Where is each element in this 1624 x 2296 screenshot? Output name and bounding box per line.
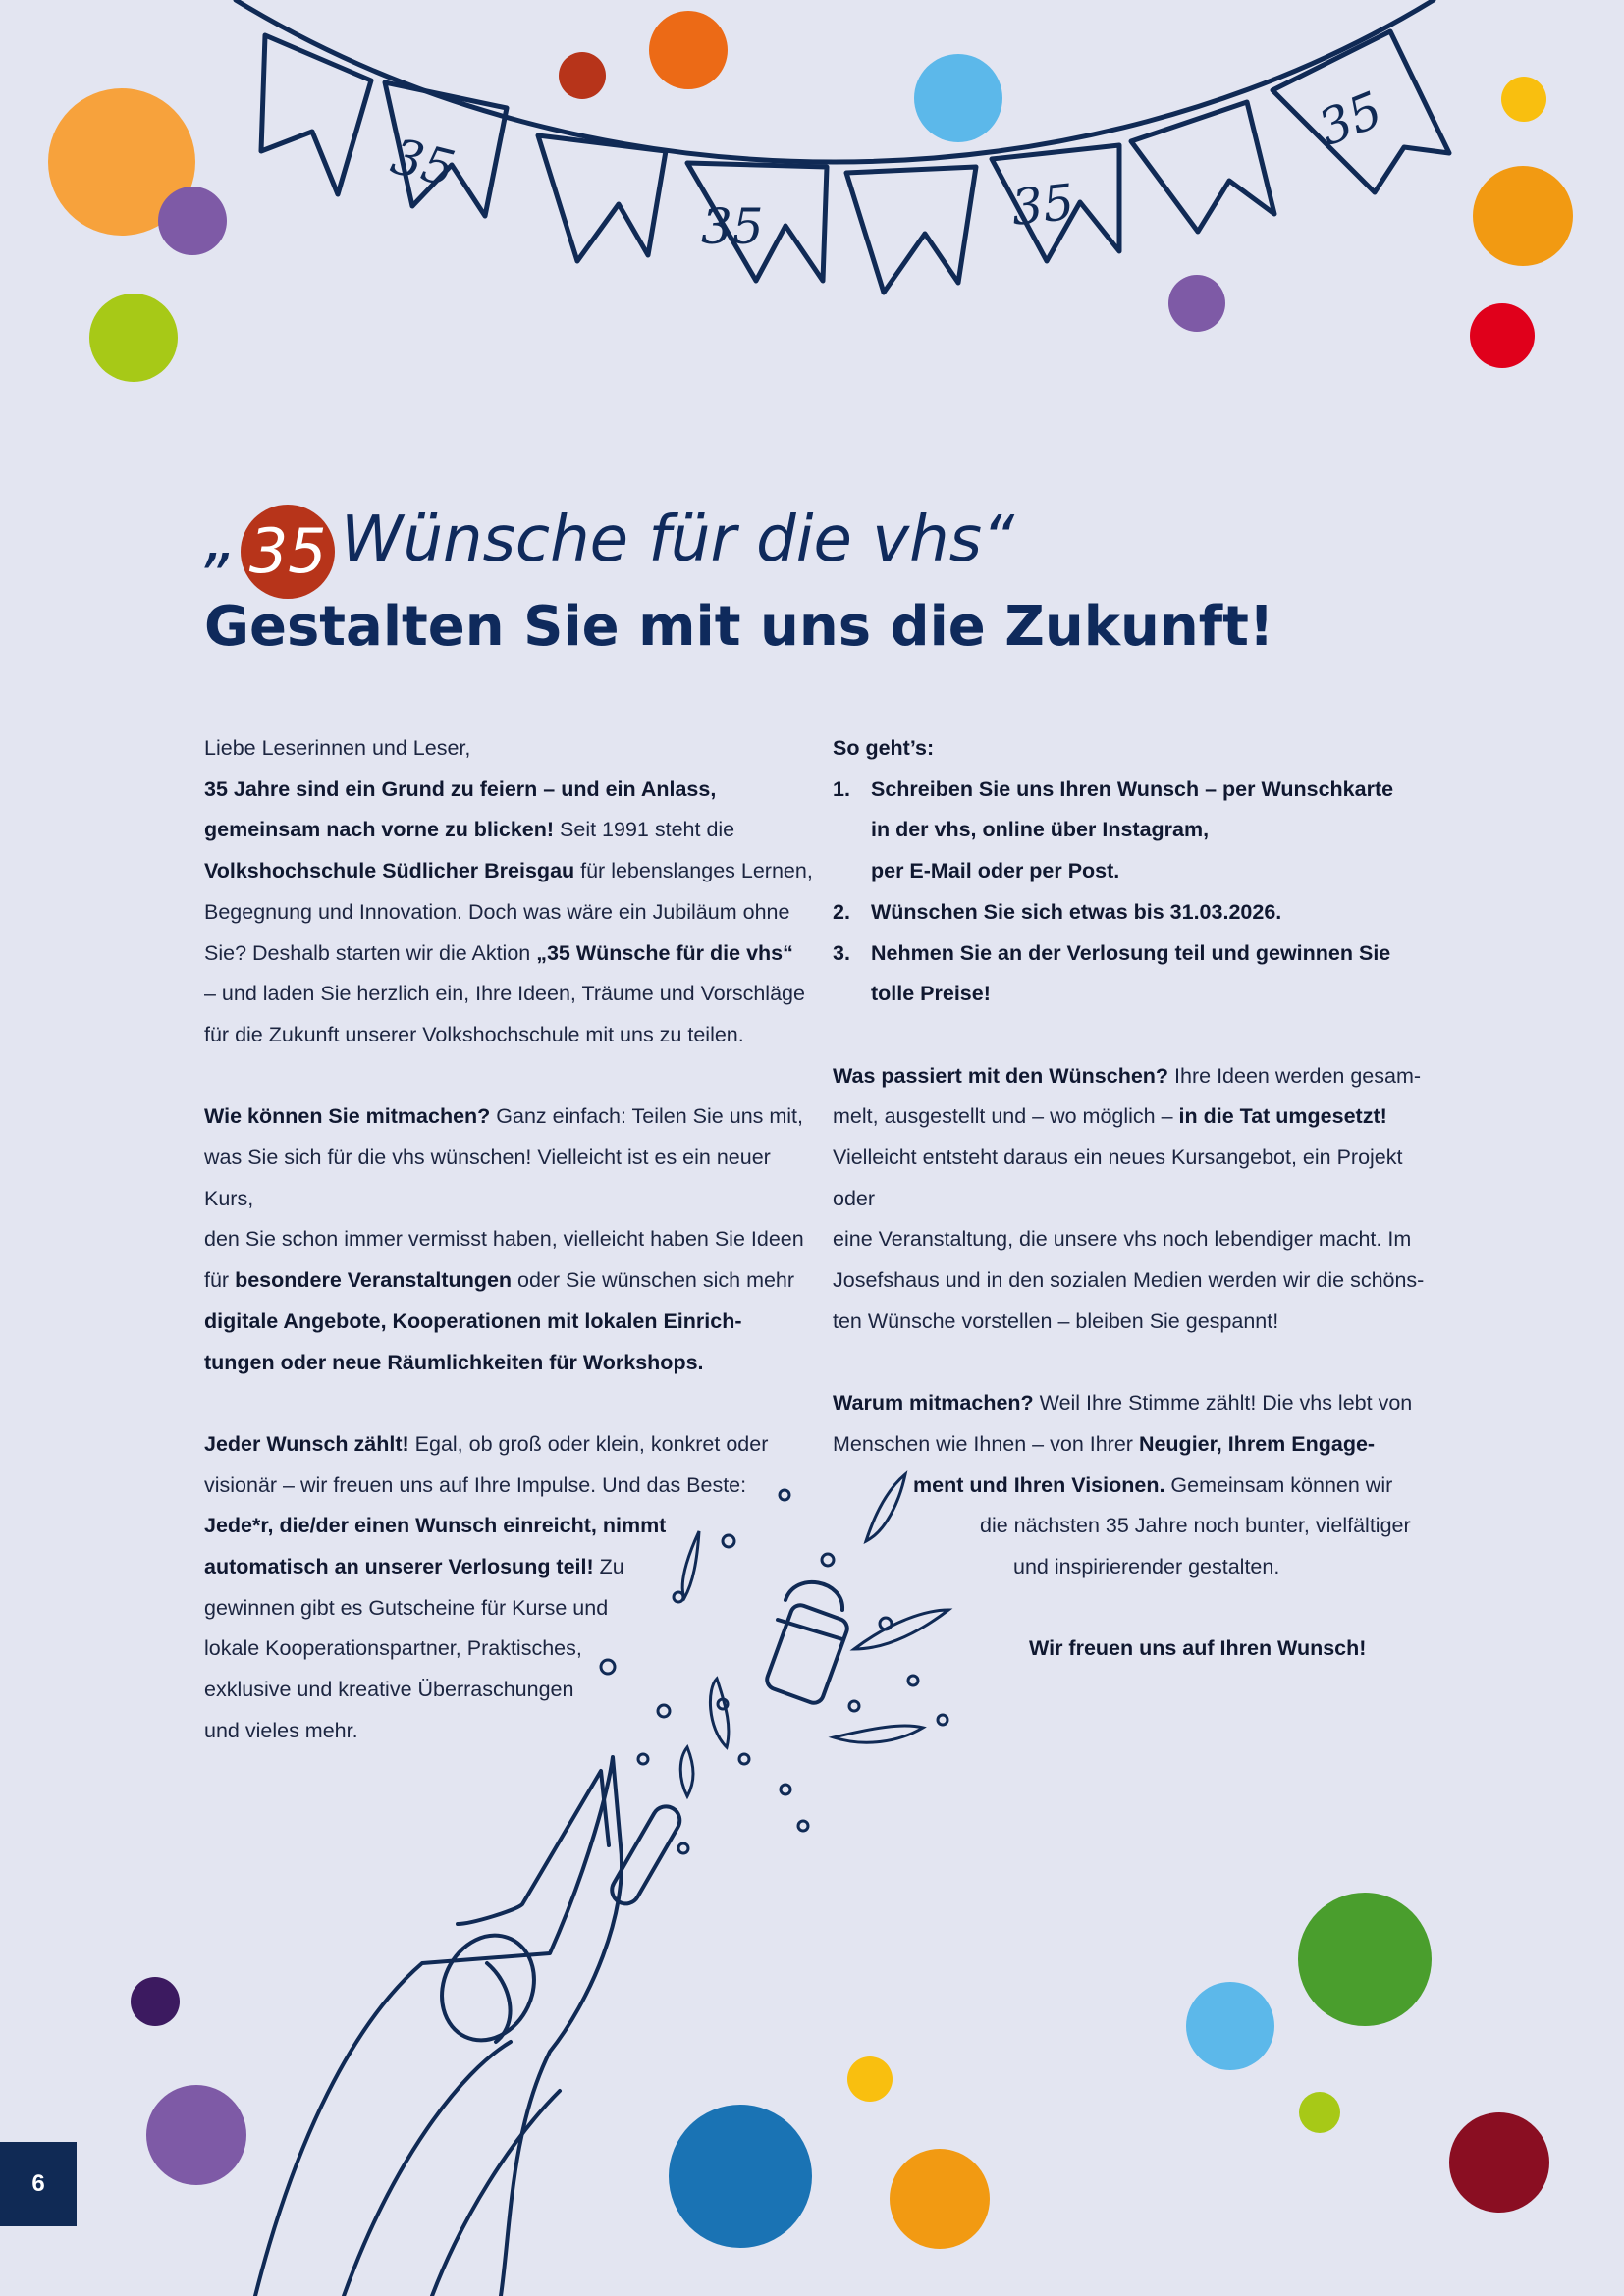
steps-list (833, 770, 1441, 1015)
left-column (204, 728, 813, 1752)
bunting-number: 35 (1311, 80, 1390, 158)
title-text: Wünsche für die vhs“ (341, 504, 1015, 576)
step-number: 2. (833, 899, 850, 924)
page-number: 6 (0, 2142, 77, 2226)
body-text: die nächsten 35 Jahre noch bunter, vielfältiger (980, 1514, 1411, 1538)
confetti-dot (1168, 275, 1225, 332)
body-text: und inspirierender gestalten. (1013, 1555, 1280, 1579)
confetti-dot (1470, 303, 1535, 368)
body-text: für (204, 1268, 236, 1293)
bunting-number: 35 (1008, 173, 1077, 237)
step-text: Wünschen Sie sich etwas bis 31.03.2026. (871, 899, 1282, 924)
bunting-number: 35 (701, 198, 764, 255)
confetti-dot (146, 2085, 246, 2185)
confetti-dot (1298, 1893, 1432, 2026)
body-text: Ganz einfach: Teilen Sie uns mit, (490, 1104, 804, 1129)
title-line-1 (204, 491, 1014, 599)
step-number: 1. (833, 776, 850, 801)
why-join-heading: Warum mitmachen? (833, 1391, 1034, 1415)
body-text: Egal, ob groß oder klein, konkret oder (408, 1431, 769, 1456)
what-happens-heading: Was passiert mit den Wünschen? (833, 1063, 1169, 1088)
body-text: gewinnen gibt es Gutscheine für Kurse und (204, 1595, 609, 1620)
body-text: exklusive und kreative Überraschungen (204, 1678, 574, 1702)
how-it-works-heading: So geht’s: (833, 736, 935, 760)
body-text: Gemeinsam können wir (1164, 1472, 1393, 1497)
intro-text: für lebenslanges Lernen, (574, 859, 813, 883)
step-text: in der vhs, online über Instagram, (871, 818, 1210, 842)
anniversary-badge: 35 (241, 505, 335, 599)
step-text: per E-Mail oder per Post. (871, 859, 1120, 883)
title-line-2: Gestalten Sie mit uns die Zukunft! (204, 595, 1274, 659)
confetti-dot (1186, 1982, 1274, 2070)
confetti-dot (847, 2056, 893, 2102)
step-text: tolle Preise! (871, 982, 991, 1006)
confetti-dot (1299, 2092, 1340, 2133)
intro-emphasis: gemeinsam nach vorne zu blicken! (204, 818, 555, 842)
confetti-dot (1473, 166, 1573, 266)
body-text: den Sie schon immer vermisst haben, vielleicht haben Sie Ideen (204, 1227, 804, 1252)
confetti-dot (914, 54, 1002, 142)
step-text: Nehmen Sie an der Verlosung teil und gewinnen Sie (871, 940, 1391, 965)
raffle-emphasis: Jede*r, die/der einen Wunsch einreicht, nimmt (204, 1514, 667, 1538)
confetti-dot (1449, 2112, 1549, 2213)
body-text: Vielleicht entsteht daraus ein neues Kursangebot, ein Projekt oder (833, 1146, 1403, 1210)
body-emphasis: ment und Ihren Visionen. (913, 1472, 1165, 1497)
body-text: Zu (593, 1555, 624, 1579)
confetti-dot (649, 11, 728, 89)
confetti-dot (158, 187, 227, 255)
body-text: Josefshaus und in den sozialen Medien werden wir die schöns- (833, 1268, 1425, 1293)
confetti-dot (890, 2149, 990, 2249)
right-column (833, 728, 1441, 1670)
body-emphasis: Neugier, Ihrem Engage- (1138, 1431, 1376, 1456)
body-text: Menschen wie Ihnen – von Ihrer (833, 1431, 1139, 1456)
step-item (833, 934, 1441, 1015)
confetti-dot (131, 1977, 180, 2026)
bunting-flag (261, 35, 371, 194)
confetti-dot (669, 2105, 812, 2248)
step-text: Schreiben Sie uns Ihren Wunsch – per Wunschkarte (871, 776, 1394, 801)
intro-emphasis: 35 Jahre sind ein Grund zu feiern – und ein Anlass, (204, 776, 717, 801)
body-text: und vieles mehr. (204, 1718, 358, 1742)
step-item (833, 770, 1441, 892)
campaign-name: „35 Wünsche für die vhs“ (536, 940, 793, 965)
title-quote-open: „ (204, 504, 238, 576)
step-item (833, 892, 1441, 934)
confetti-dot (559, 52, 606, 99)
intro-emphasis: Volkshochschule Südlicher Breisgau (204, 859, 575, 883)
closing-line: Wir freuen uns auf Ihren Wunsch! (1029, 1636, 1367, 1661)
intro-text: Seit 1991 steht die (554, 818, 735, 842)
body-text: Weil Ihre Stimme zählt! Die vhs lebt von (1033, 1391, 1413, 1415)
intro-text: Sie? Deshalb starten wir die Aktion (204, 940, 537, 965)
how-to-join-heading: Wie können Sie mitmachen? (204, 1104, 491, 1129)
body-text: eine Veranstaltung, die unsere vhs noch lebendiger macht. Im (833, 1227, 1412, 1252)
bunting-flag (846, 167, 976, 293)
bunting-flag (538, 135, 666, 261)
raffle-emphasis: automatisch an unserer Verlosung teil! (204, 1555, 594, 1579)
confetti-dot (89, 294, 178, 382)
body-text: visionär – wir freuen uns auf Ihre Impulse. Und das Beste: (204, 1472, 747, 1497)
greeting: Liebe Leserinnen und Leser, (204, 736, 471, 760)
every-wish-counts-heading: Jeder Wunsch zählt! (204, 1431, 409, 1456)
body-emphasis: besondere Veranstaltungen (235, 1268, 513, 1293)
bunting-number: 35 (385, 127, 460, 198)
intro-text: – und laden Sie herzlich ein, Ihre Ideen, Träume und Vorschläge (204, 982, 805, 1006)
body-text: was Sie sich für die vhs wünschen! Vielleicht ist es ein neuer Kurs, (204, 1146, 771, 1210)
body-text: ten Wünsche vorstellen – bleiben Sie gespannt! (833, 1308, 1279, 1333)
body-emphasis: in die Tat umgesetzt! (1178, 1104, 1387, 1129)
confetti-dot (1501, 77, 1546, 122)
step-number: 3. (833, 940, 850, 965)
body-text: lokale Kooperationspartner, Praktisches, (204, 1636, 582, 1661)
body-text: melt, ausgestellt und – wo möglich – (833, 1104, 1179, 1129)
body-text: Ihre Ideen werden gesam- (1168, 1063, 1422, 1088)
body-emphasis: tungen oder neue Räumlichkeiten für Workshops. (204, 1350, 704, 1374)
intro-text: für die Zukunft unserer Volkshochschule mit uns zu teilen. (204, 1022, 744, 1046)
intro-text: Begegnung und Innovation. Doch was wäre ein Jubiläum ohne (204, 899, 790, 924)
body-text: oder Sie wünschen sich mehr (512, 1268, 795, 1293)
body-emphasis: digitale Angebote, Kooperationen mit lokalen Einrich- (204, 1308, 742, 1333)
